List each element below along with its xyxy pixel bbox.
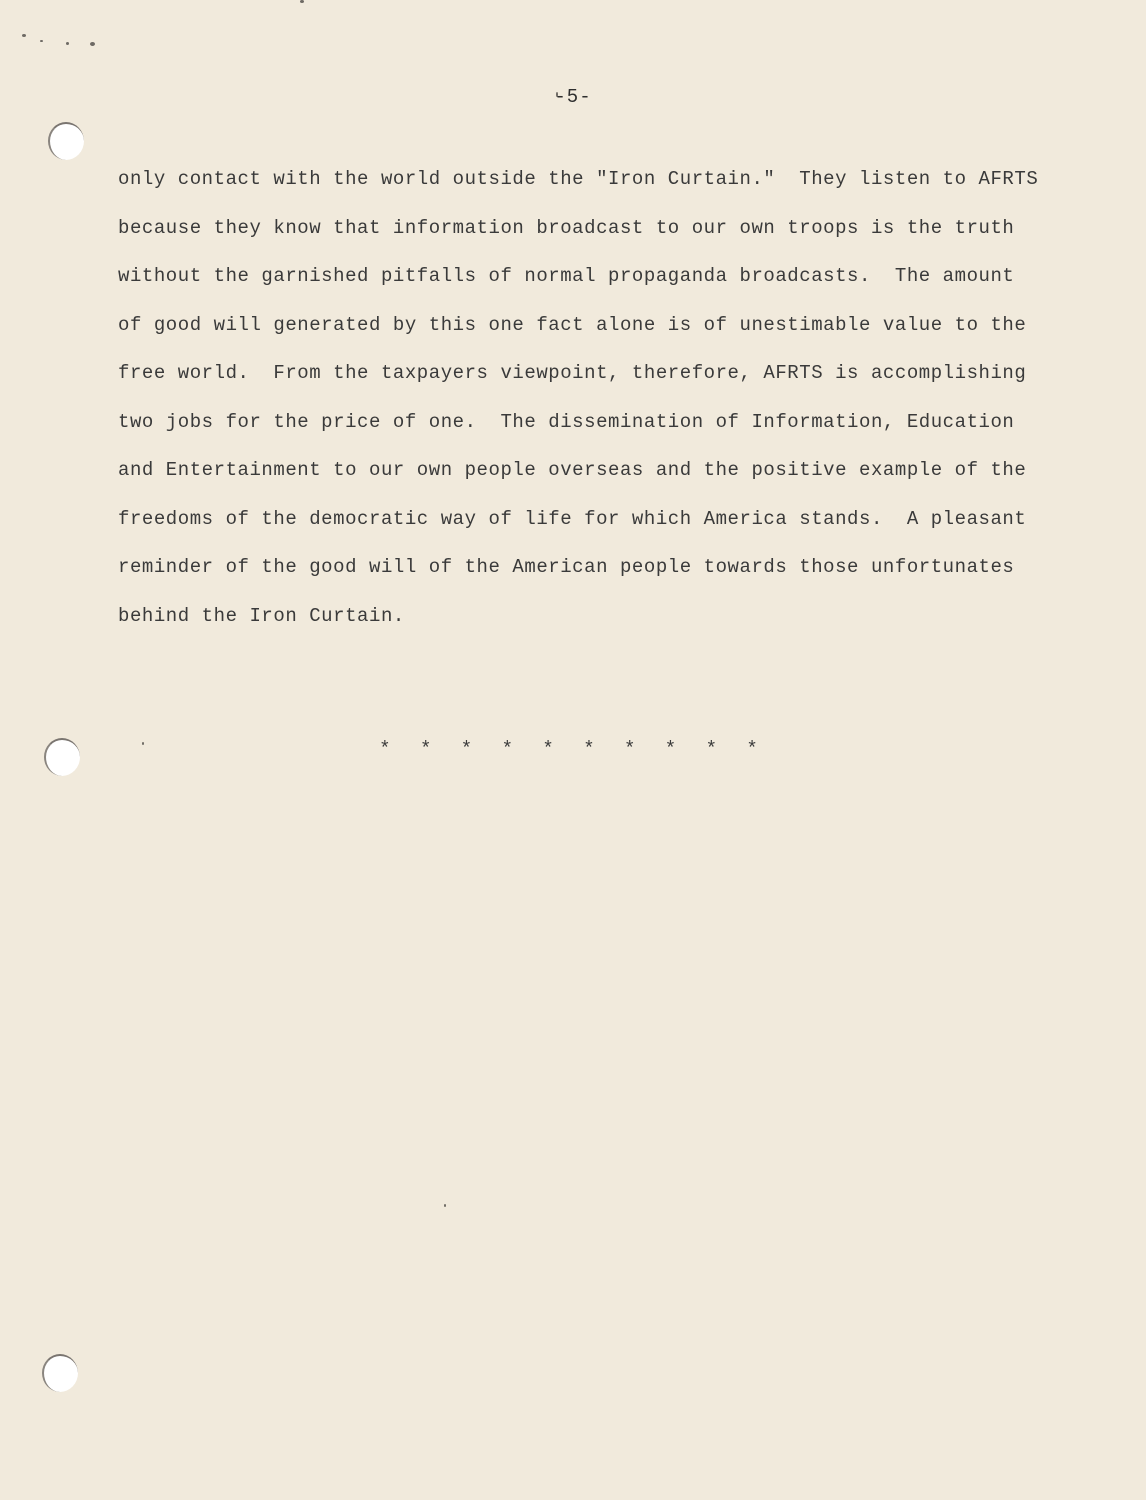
paper-speck xyxy=(22,34,26,37)
page-number: -5- xyxy=(554,86,592,108)
paper-speck xyxy=(300,0,304,3)
text-line: only contact with the world outside the "Iron Curtain." They listen to AFRTS xyxy=(118,168,1039,190)
text-line: of good will generated by this one fact alone is of unestimable value to the xyxy=(118,313,1027,336)
text-line: two jobs for the price of one. The dissemination of Information, Education xyxy=(118,410,1015,433)
text-line: and Entertainment to our own people overseas and the positive example of the xyxy=(118,459,1027,481)
section-separator: * * * * * * * * * * xyxy=(379,738,767,760)
punch-hole-top xyxy=(48,122,84,160)
text-line: reminder of the good will of the American people towards those unfortunates xyxy=(118,556,1015,578)
paper-speck xyxy=(66,42,69,45)
body-paragraph xyxy=(118,155,1058,640)
text-line: freedoms of the democratic way of life for which America stands. A pleasant xyxy=(118,507,1027,530)
paper-speck xyxy=(90,42,95,46)
text-line: behind the Iron Curtain. xyxy=(118,604,405,627)
paper-speck xyxy=(444,1204,446,1207)
text-line: free world. From the taxpayers viewpoint, therefore, AFRTS is accomplishing xyxy=(118,362,1027,384)
punch-hole-bottom xyxy=(42,1354,78,1392)
text-line: without the garnished pitfalls of normal propaganda broadcasts. The amount xyxy=(118,265,1015,287)
text-line: because they know that information broadcast to our own troops is the truth xyxy=(118,216,1015,239)
paper-speck xyxy=(40,40,43,42)
